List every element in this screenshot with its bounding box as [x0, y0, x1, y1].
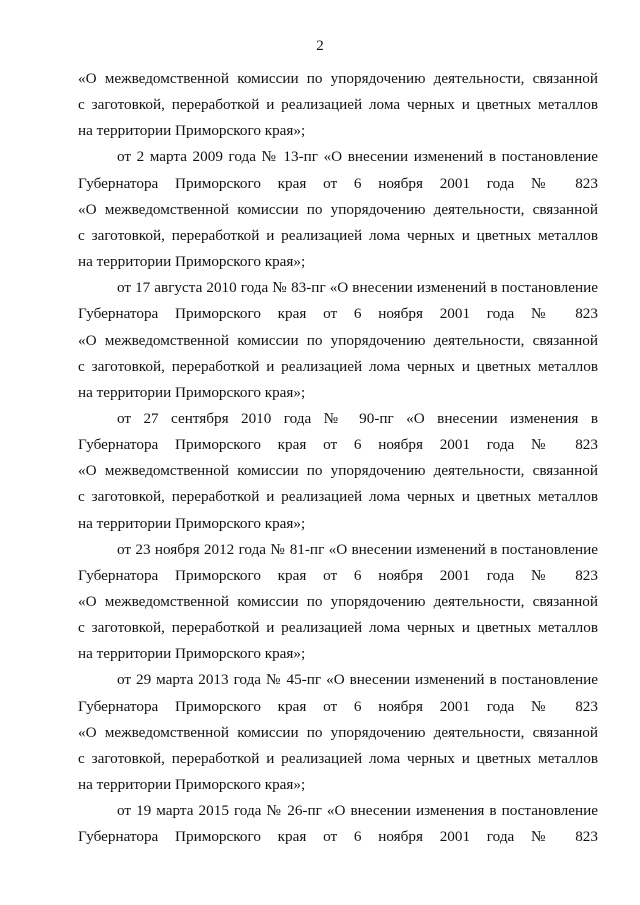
- text-line: «О межведомственной комиссии по упорядочению деятельности, связанной: [78, 200, 598, 218]
- text-line: от 27 сентября 2010 года № 90-пг «О внесении изменения в: [117, 409, 598, 427]
- text-line: «О межведомственной комиссии по упорядочению деятельности, связанной: [78, 331, 598, 349]
- text-line: Губернатора Приморского края от 6 ноября 2001 года № 823: [78, 697, 598, 715]
- text-line: с заготовкой, переработкой и реализацией лома черных и цветных металлов: [78, 226, 598, 244]
- text-line: с заготовкой, переработкой и реализацией лома черных и цветных металлов: [78, 357, 598, 375]
- text-line: Губернатора Приморского края от 6 ноября 2001 года № 823: [78, 436, 598, 454]
- text-line: с заготовкой, переработкой и реализацией лома черных и цветных металлов: [78, 749, 598, 767]
- text-line: «О межведомственной комиссии по упорядочению деятельности, связанной: [78, 462, 598, 480]
- text-line: с заготовкой, переработкой и реализацией лома черных и цветных металлов: [78, 488, 598, 506]
- text-line: на территории Приморского края»;: [78, 253, 306, 270]
- text-line: Губернатора Приморского края от 6 ноября 2001 года № 823: [78, 305, 598, 323]
- text-line: от 17 августа 2010 года № 83-пг «О внесении изменений в постановление: [117, 279, 598, 297]
- text-line: от 23 ноября 2012 года № 81-пг «О внесении изменений в постановление: [117, 540, 598, 558]
- text-line: «О межведомственной комиссии по упорядочению деятельности, связанной: [78, 593, 598, 610]
- text-line: Губернатора Приморского края от 6 ноября 2001 года № 823: [78, 566, 598, 584]
- text-line: на территории Приморского края»;: [78, 645, 306, 663]
- text-line: с заготовкой, переработкой и реализацией лома черных и цветных металлов: [78, 96, 598, 114]
- page-number: 2: [316, 38, 324, 54]
- text-line: «О межведомственной комиссии по упорядочению деятельности, связанной: [78, 723, 598, 741]
- text-line: Губернатора Приморского края от 6 ноября 2001 года № 823: [78, 828, 598, 846]
- text-line: Губернатора Приморского края от 6 ноября 2001 года № 823: [78, 174, 598, 192]
- text-line: на территории Приморского края»;: [78, 122, 306, 140]
- text-line: с заготовкой, переработкой и реализацией лома черных и цветных металлов: [78, 619, 598, 637]
- text-line: на территории Приморского края»;: [78, 383, 306, 401]
- text-line: от 19 марта 2015 года № 26-пг «О внесении изменения в постановление: [117, 802, 598, 820]
- text-line: «О межведомственной комиссии по упорядочению деятельности, связанной: [78, 70, 598, 87]
- text-line: от 29 марта 2013 года № 45-пг «О внесении изменений в постановление: [117, 671, 598, 689]
- text-line: на территории Приморского края»;: [78, 514, 306, 532]
- text-line: от 2 марта 2009 года № 13-пг «О внесении изменений в постановление: [117, 148, 598, 166]
- text-line: на территории Приморского края»;: [78, 776, 306, 793]
